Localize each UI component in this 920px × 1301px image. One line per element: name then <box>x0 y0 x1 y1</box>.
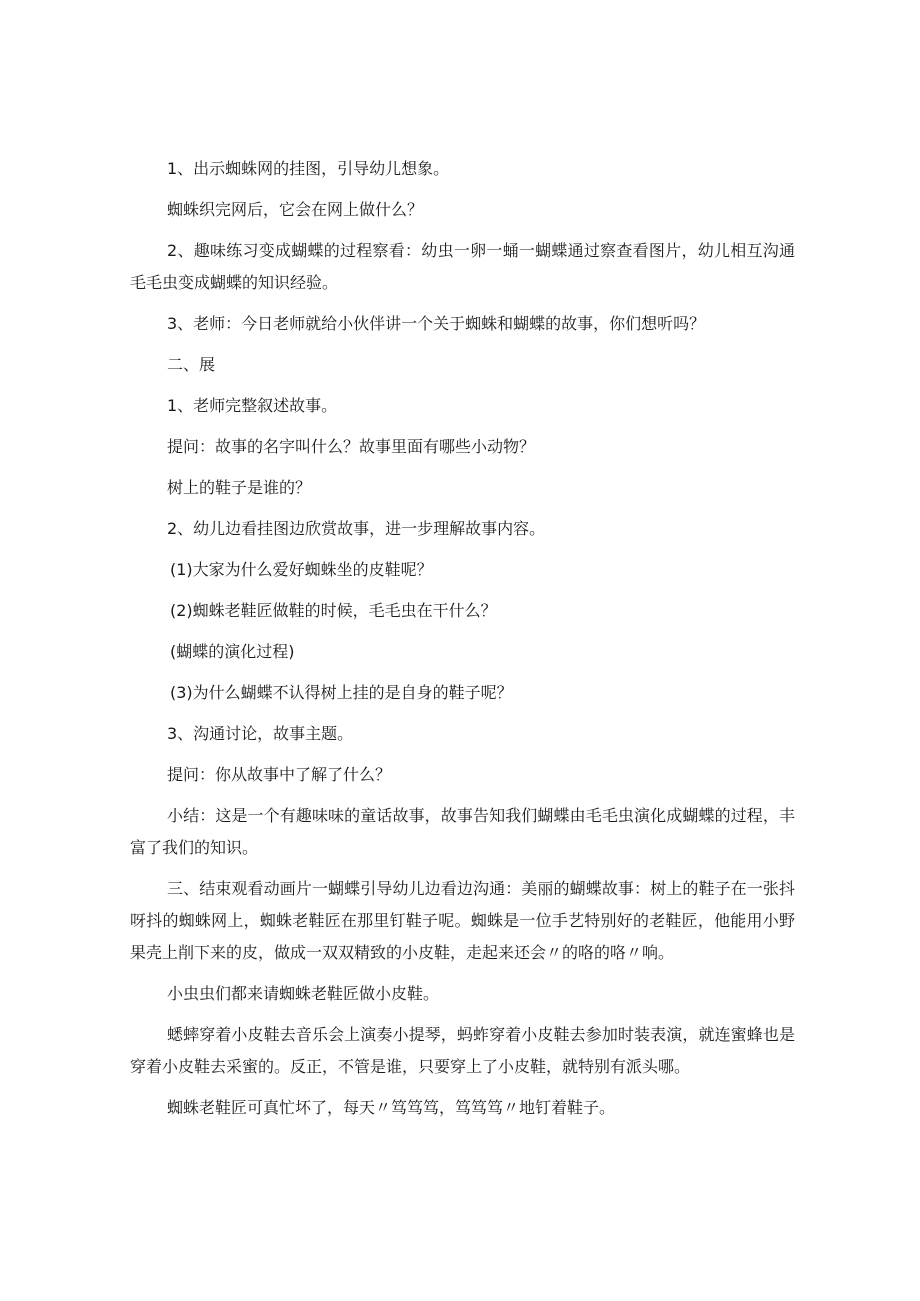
story-paragraph-1: 小虫虫们都来请蜘蛛老鞋匠做小皮鞋。 <box>167 984 440 1003</box>
summary-paragraph: 小结：这是一个有趣味味的童话故事，故事告知我们蝴蝶由毛毛虫演化成蝴蝶的过程，丰富了我们的知识。 <box>130 806 795 857</box>
document-body <box>130 153 795 1133</box>
paragraph-8: 树上的鞋子是谁的？ <box>167 478 312 497</box>
paragraph-15: 提问：你从故事中了解了什么？ <box>167 765 392 784</box>
paragraph-9: 2、幼儿边看挂图边欣赏故事，进一步理解故事内容。 <box>167 519 546 538</box>
paragraph-4: 3、老师：今日老师就给小伙伴讲一个关于蜘蛛和蝴蝶的故事，你们想听吗？ <box>167 314 706 333</box>
note-evolution: (蝴蝶的演化过程) <box>170 642 295 661</box>
paragraph-2: 蜘蛛织完网后，它会在网上做什么？ <box>167 200 424 219</box>
story-paragraph-3: 蜘蛛老鞋匠可真忙坏了，每天〃笃笃笃，笃笃笃〃地钉着鞋子。 <box>167 1098 616 1117</box>
paragraph-3: 2、趣味练习变成蝴蝶的过程察看：幼虫一卵一蛹一蝴蝶通过察查看图片，幼儿相互沟通毛毛虫变成蝴蝶的知识经验。 <box>130 241 795 292</box>
paragraph-1: 1、出示蜘蛛网的挂图，引导幼儿想象。 <box>167 159 450 178</box>
paragraph-7: 提问：故事的名字叫什么？故事里面有哪些小动物？ <box>167 437 536 456</box>
paragraph-6: 1、老师完整叙述故事。 <box>167 396 338 415</box>
question-2: (2)蜘蛛老鞋匠做鞋的时候，毛毛虫在干什么？ <box>170 601 497 620</box>
paragraph-14: 3、沟通讨论，故事主题。 <box>167 724 354 743</box>
section-heading-2: 二、展 <box>167 355 216 374</box>
story-paragraph-2: 蟋蟀穿着小皮鞋去音乐会上演奏小提琴，蚂蚱穿着小皮鞋去参加时装表演，就连蜜蜂也是穿着小皮鞋去采蜜的。反正，不管是谁，只要穿上了小皮鞋，就特别有派头哪。 <box>130 1025 795 1076</box>
section-heading-3: 三、结束观看动画片一蝴蝶引导幼儿边看边沟通：美丽的蝴蝶故事：树上的鞋子在一张抖呀抖的蜘蛛网上，蜘蛛老鞋匠在那里钉鞋子呢。蜘蛛是一位手艺特别好的老鞋匠，他能用小野果壳上削下来的皮，做成一双双精致的小皮鞋，走起来还会〃的咯的咯〃响。 <box>130 879 795 962</box>
question-3: (3)为什么蝴蝶不认得树上挂的是自身的鞋子呢？ <box>170 683 513 702</box>
question-1: (1)大家为什么爱好蜘蛛坐的皮鞋呢？ <box>170 560 433 579</box>
